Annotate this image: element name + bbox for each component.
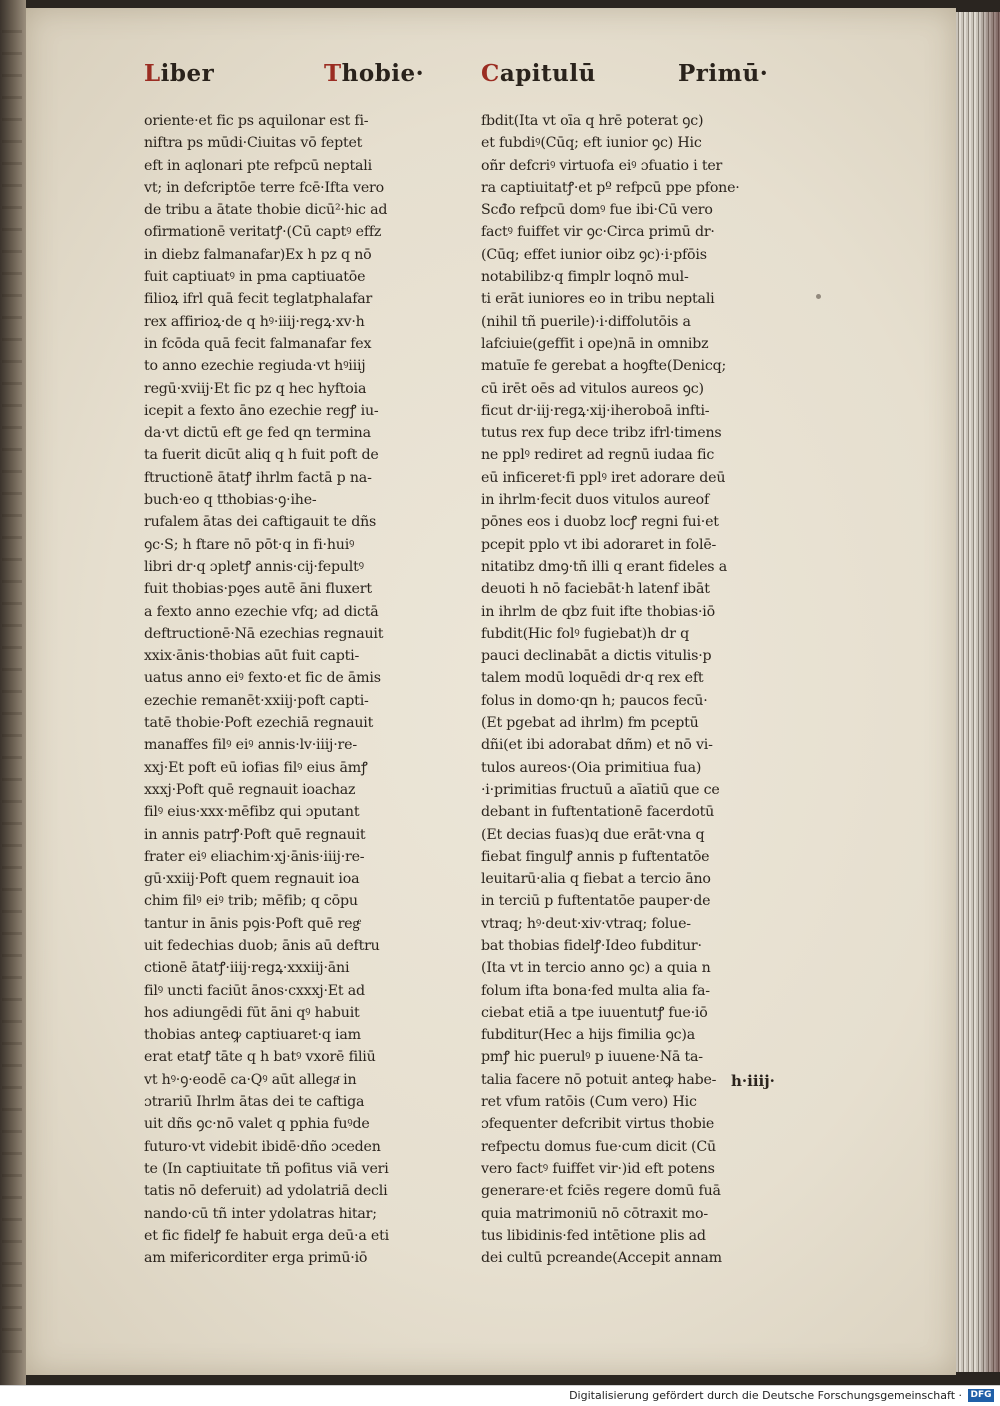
text-line: xxix·ānis·thobias aūt fuit capti- <box>144 648 360 665</box>
text-line: ti erāt iuniores eo in tribu neptali <box>481 291 715 308</box>
text-line: tulos aureos·(Oia primitiua fua) <box>481 759 702 776</box>
text-line: folus in domo·qn h; paucos fecū· <box>481 692 708 709</box>
text-line: tus libidinis·fed intētione plis ad <box>481 1227 706 1244</box>
book-page <box>26 8 956 1375</box>
text-line: thobias anteꝙ captiuaret·q iam <box>144 1027 361 1044</box>
text-line: (Cūq; effet iunior oibz ꝯc)·i·pfōis <box>481 246 707 263</box>
text-line: ctionē ātatꝭ·iiij·regꝝ·xxxiij·āni <box>144 960 350 977</box>
text-line: rex affirioꝝ·de q hꝰ·iiij·regꝝ·xv·h <box>144 313 365 330</box>
text-line: folum ifta bona·fed multa alia fa- <box>481 982 710 999</box>
running-head-thobie: Thobie· <box>324 60 425 87</box>
fore-edge <box>956 12 1000 1372</box>
text-line: vtraq; hꝰ·deut·xiv·vtraq; folue- <box>481 915 691 932</box>
text-line: (Ita vt in tercio anno ꝯc) a quia n <box>481 960 711 977</box>
text-line: manaffes filꝰ eiꝰ annis·lv·iiij·re- <box>144 737 357 754</box>
text-line: leuitarū·alia q fiebat a tercio āno <box>481 871 711 888</box>
text-line: pmꝭ hic puerulꝰ p iuuene·Nā ta- <box>481 1049 703 1066</box>
text-line: talia facere nō potuit anteꝙ habe- <box>481 1071 717 1088</box>
text-line: dñi(et ibi adorabat dñm) et nō vi- <box>481 737 713 754</box>
text-line: debant in fuftentationē facerdotū <box>481 804 715 821</box>
text-line: ta fuerit dicūt aliq q h fuit poft de <box>144 447 379 464</box>
text-line: ciebat etiā a tpe iuuentutꝭ fue·iō <box>481 1004 708 1021</box>
text-line: de tribu a ātate thobie dicū²·hic ad <box>144 202 388 219</box>
text-line: ·i·primitias fructuū a aīatiū que ce <box>481 781 720 798</box>
text-line: ret vfum ratōis (Cum vero) Hic <box>481 1094 697 1111</box>
text-line: deftructionē·Nā ezechias regnauit <box>144 625 384 642</box>
paper-speck <box>816 294 821 299</box>
text-line: regū·xviij·Et fic pz q hec hyftoia <box>144 380 367 397</box>
text-line: tantur in ānis pꝯis·Poft quē regͤ <box>144 915 360 932</box>
text-line: fubdit(Hic folꝰ fugiebat)h dr q <box>481 625 690 642</box>
text-line: oñr defcriꝰ virtuofa eiꝰ ɔfuatio i ter <box>481 157 723 174</box>
text-column-left <box>144 110 444 1269</box>
text-line: to anno ezechie regiuda·vt hꝰiiij <box>144 358 366 375</box>
text-line: Scđo refpcū domꝰ fue ibi·Cū vero <box>481 202 713 219</box>
text-line: vt; in defcriptōe terre fcē·Ifta vero <box>144 179 384 196</box>
text-line: xxj·Et poft eū iofias filꝰ eius āmꝭ <box>144 759 368 776</box>
text-line: a fexto anno ezechie vfq; ad dictā <box>144 603 379 620</box>
dfg-logo: DFG <box>968 1389 994 1402</box>
text-line: (Et decias fuas)q due erāt·vna q <box>481 826 705 843</box>
text-line: deuoti h nō faciebāt·h latenf ibāt <box>481 581 710 598</box>
text-line: matuīe fe gerebat a hoꝯfte(Denicq; <box>481 358 727 375</box>
text-line: dei cultū pcreande(Accepit annam <box>481 1250 722 1267</box>
text-line: pauci declinabāt a dictis vitulis·p <box>481 648 712 665</box>
text-line: futuro·vt videbit ibidē·dño ɔceden <box>144 1138 381 1155</box>
facing-page-text-shadow <box>2 30 22 1370</box>
text-line: erat etatꝭ tāte q h batꝰ vxorē filiū <box>144 1049 376 1066</box>
facing-page-edge <box>0 0 26 1385</box>
text-line: in fcōda quā fecit falmanafar fex <box>144 335 372 352</box>
text-line: frater eiꝰ eliachim·xj·ānis·iiij·re- <box>144 848 365 865</box>
text-line: vt hꝰ·ꝯ·eodē ca·Qꝰ aūt allegaͬ in <box>144 1071 357 1088</box>
text-line: ficut dr·iij·regꝝ·xij·iheroboā infti- <box>481 402 710 419</box>
running-head-primum: Primū· <box>678 60 769 87</box>
text-line: pcepit pplo vt ibi adoraret in folē- <box>481 536 717 553</box>
text-line: quia matrimoniū nō cōtraxit mo- <box>481 1205 708 1222</box>
text-line: fiebat fingulꝭ annis p fuftentatōe <box>481 848 710 865</box>
rubricated-initial-l: L <box>144 60 161 87</box>
text-line: (Et pgebat ad ihrlm) fm pceptū <box>481 715 699 732</box>
running-head-liber: Liber <box>144 60 215 87</box>
text-line: nando·cū tñ inter ydolatras hitar; <box>144 1205 377 1222</box>
text-line: et fubdiꝰ(Cūq; eft iunior ꝯc) Hic <box>481 135 702 152</box>
text-line: fubditur(Hec a hijs fimilia ꝯc)a <box>481 1027 695 1044</box>
footer-bar <box>0 1385 1000 1406</box>
text-line: in ihrlm de qbz fuit ifte thobias·iō <box>481 603 715 620</box>
text-line: xxxj·Poft quē regnauit ioachaz <box>144 781 356 798</box>
text-line: pōnes eos i duobz locꝭ regni fui·et <box>481 514 719 531</box>
text-line: gū·xxiij·Poft quem regnauit ioa <box>144 871 360 888</box>
text-line: eū inficeret·fi pplꝰ iret adorare deū <box>481 469 726 486</box>
text-line: et fic fidelꝭ fe habuit erga deū·a eti <box>144 1227 389 1244</box>
text-line: fuit thobias·pꝯes autē āni fluxert <box>144 581 372 598</box>
text-line: niftra ps mūdi·Ciuitas vō feptet <box>144 135 363 152</box>
text-line: te (In captiuitate tñ pofitus viā veri <box>144 1160 389 1177</box>
text-line: in ihrlm·fecit duos vitulos aureof <box>481 492 710 509</box>
text-line: hos adiungēdi fūt āni qꝰ habuit <box>144 1004 360 1021</box>
text-line: buch·eo q tthobias·ꝯ·ihe- <box>144 492 317 509</box>
text-line: generare·et fciēs regere domū fuā <box>481 1183 721 1200</box>
text-line: in terciū p fuftentatōe pauper·de <box>481 893 711 910</box>
text-line: refpectu domus fue·cum dicit (Cū <box>481 1138 716 1155</box>
rubricated-initial-t: T <box>324 60 342 87</box>
text-line: uit fedechias duob; ānis aū deftru <box>144 937 380 954</box>
text-line: eft in aqlonari pte refpcū neptali <box>144 157 372 174</box>
text-line: fuit captiuatꝰ in pma captiuatōe <box>144 269 366 286</box>
text-line: ezechie remanēt·xxiij·poft capti- <box>144 692 369 709</box>
text-line: ftructionē ātatꝭ ihrlm factā p na- <box>144 469 372 486</box>
text-line: oriente·et fic ps aquilonar est fi- <box>144 113 369 129</box>
text-line: am mifericorditer erga primū·iō <box>144 1250 368 1267</box>
text-column-right <box>481 110 791 1269</box>
text-line: ɔtrariū Ihrlm ātas dei te caftiga <box>144 1094 365 1111</box>
text-line: filꝰ uncti faciūt ānos·cxxxj·Et ad <box>144 982 365 999</box>
text-line: in annis patrꝭ·Poft quē regnauit <box>144 826 366 843</box>
text-line: tatē thobie·Poft ezechiā regnauit <box>144 715 374 732</box>
text-line: libri dr·q ɔpletꝭ annis·cij·fepultꝰ <box>144 558 364 575</box>
rubricated-initial-c: C <box>481 60 500 87</box>
text-line: ofirmationē veritatꝭ·(Cū captꝰ effz <box>144 224 382 241</box>
text-line: uatus anno eiꝰ fexto·et fic de āmis <box>144 670 381 687</box>
text-line: ꝯc·S; h ftare nō pōt·q in fi·huiꝰ <box>144 536 355 553</box>
text-line: ra captiuitatꝭ·et pº refpcū ppe pfone· <box>481 179 740 196</box>
running-head-capitulum: Capitulū <box>481 60 596 87</box>
text-line: fbdit(Ita vt oīa q hrē poterat ꝯc) <box>481 113 704 129</box>
text-line: uit dñs ꝯc·nō valet q pphia fuꝰde <box>144 1116 370 1133</box>
text-line: ne pplꝰ rediret ad regnū iudaa fic <box>481 447 715 464</box>
text-line: (nihil tñ puerile)·i·diffolutōis a <box>481 313 691 330</box>
text-line: in diebz falmanafar)Ex h pz q nō <box>144 246 372 263</box>
text-line: nitatibz dmꝯ·tñ illi q erant fideles a <box>481 558 727 575</box>
text-line: tutus rex fup dece tribz ifrl·timens <box>481 425 722 442</box>
footer-credit-text: Digitalisierung gefördert durch die Deutsche Forschungsgemeinschaft · <box>569 1389 962 1402</box>
text-line: vero factꝰ fuiffet vir·)id eft potens <box>481 1160 715 1177</box>
text-line: ɔfequenter defcribit virtus thobie <box>481 1116 715 1133</box>
text-line: filioꝝ ifrl quā fecit teglatphalafar <box>144 291 373 308</box>
signature-mark: h·iiij· <box>731 1072 775 1090</box>
text-line: tatis nō deferuit) ad ydolatriā decli <box>144 1183 388 1200</box>
text-line: bat thobias fidelꝭ·Ideo fubditur· <box>481 937 702 954</box>
text-line: cū irēt oēs ad vitulos aureos ꝯc) <box>481 380 704 397</box>
text-line: icepit a fexto āno ezechie regꝭ iu- <box>144 402 379 419</box>
text-line: talem modū loquēdi dr·q rex eft <box>481 670 704 687</box>
text-line: chim filꝰ eiꝰ trib; mēfib; q cōpu <box>144 893 358 910</box>
text-line: factꝰ fuiffet vir ꝯc·Circa primū dr· <box>481 224 715 241</box>
text-line: lafciuie(geffit i ope)nā in omnibz <box>481 335 709 352</box>
text-line: notabilibz·q fimplr loqnō mul- <box>481 269 689 286</box>
text-line: filꝰ eius·xxx·mēfibz qui ɔputant <box>144 804 360 821</box>
text-line: da·vt dictū eft ge fed qn termina <box>144 425 371 442</box>
text-line: rufalem ātas dei caftigauit te dñs <box>144 514 377 531</box>
